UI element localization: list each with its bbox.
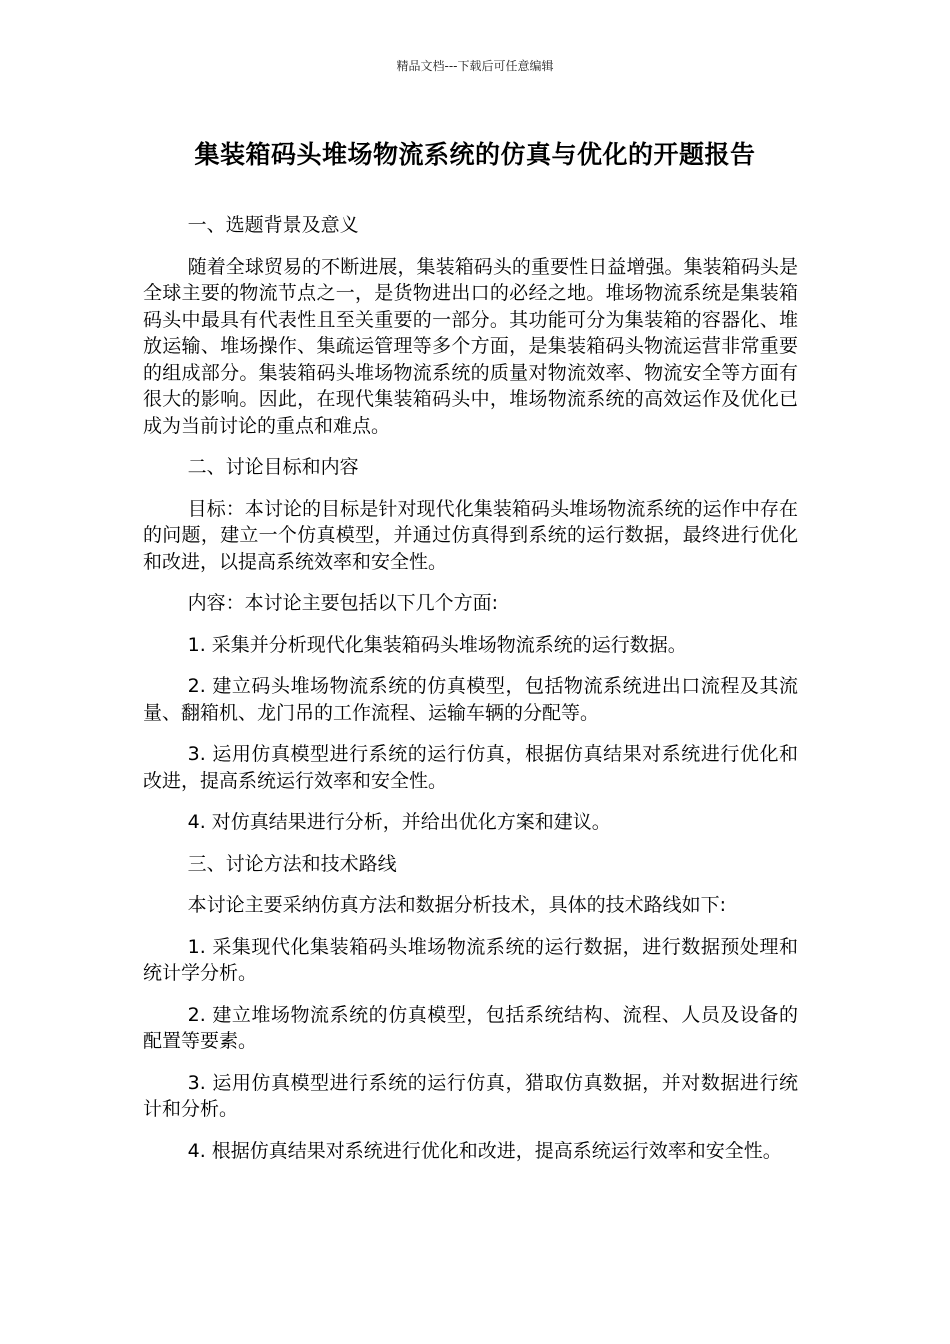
section-heading-goals: 二、讨论目标和内容	[187, 456, 359, 478]
list-item: 2. 建立堆场物流系统的仿真模型，包括系统结构、流程、人员及设备的配置等要素。	[143, 1003, 798, 1052]
document-title: 集装箱码头堆场物流系统的仿真与优化的开题报告	[194, 140, 756, 169]
paragraph-background: 随着全球贸易的不断进展，集装箱码头的重要性日益增强。集装箱码头是全球主要的物流节点之一，是货物进出口的必经之地。堆场物流系统是集装箱码头中最具有代表性且至关重要的一部分。其功能可分为集装箱的容器化、堆放运输、堆场操作、集疏运管理等多个方面，是集装箱码头物流运营非常重要的组成部分。集装箱码头堆场物流系统的质量对物流效率、物流安全等方面有很大的影响。因此，在现代集装箱码头中，堆场物流系统的高效运作及优化已成为当前讨论的重点和难点。	[143, 255, 798, 437]
list-item: 4. 根据仿真结果对系统进行优化和改进，提高系统运行效率和安全性。	[187, 1139, 782, 1162]
page-header: 精品文档---下载后可任意编辑	[396, 59, 554, 73]
paragraph-content-intro: 内容：本讨论主要包括以下几个方面:	[187, 592, 499, 614]
list-item: 1. 采集并分析现代化集装箱码头堆场物流系统的运行数据。	[187, 633, 687, 656]
list-item: 4. 对仿真结果进行分析，并给出优化方案和建议。	[187, 811, 611, 833]
list-item: 3. 运用仿真模型进行系统的运行仿真，根据仿真结果对系统进行优化和改进，提高系统运行效率和安全性。	[143, 743, 798, 792]
document-body	[143, 212, 798, 1179]
paragraph-goal: 目标：本讨论的目标是针对现代化集装箱码头堆场物流系统的运作中存在的问题，建立一个仿真模型，并通过仿真得到系统的运行数据，最终进行优化和改进，以提高系统效率和安全性。	[143, 497, 798, 573]
list-item: 1. 采集现代化集装箱码头堆场物流系统的运行数据，进行数据预处理和统计学分析。	[143, 935, 798, 984]
section-heading-background: 一、选题背景及意义	[187, 214, 359, 236]
list-item: 3. 运用仿真模型进行系统的运行仿真，猎取仿真数据，并对数据进行统计和分析。	[143, 1071, 798, 1120]
list-item: 2. 建立码头堆场物流系统的仿真模型，包括物流系统进出口流程及其流量、翻箱机、龙门吊的工作流程、运输车辆的分配等。	[143, 675, 798, 724]
section-heading-methods: 三、讨论方法和技术路线	[187, 852, 397, 875]
paragraph-methods-intro: 本讨论主要采纳仿真方法和数据分析技术，具体的技术路线如下:	[187, 894, 727, 916]
